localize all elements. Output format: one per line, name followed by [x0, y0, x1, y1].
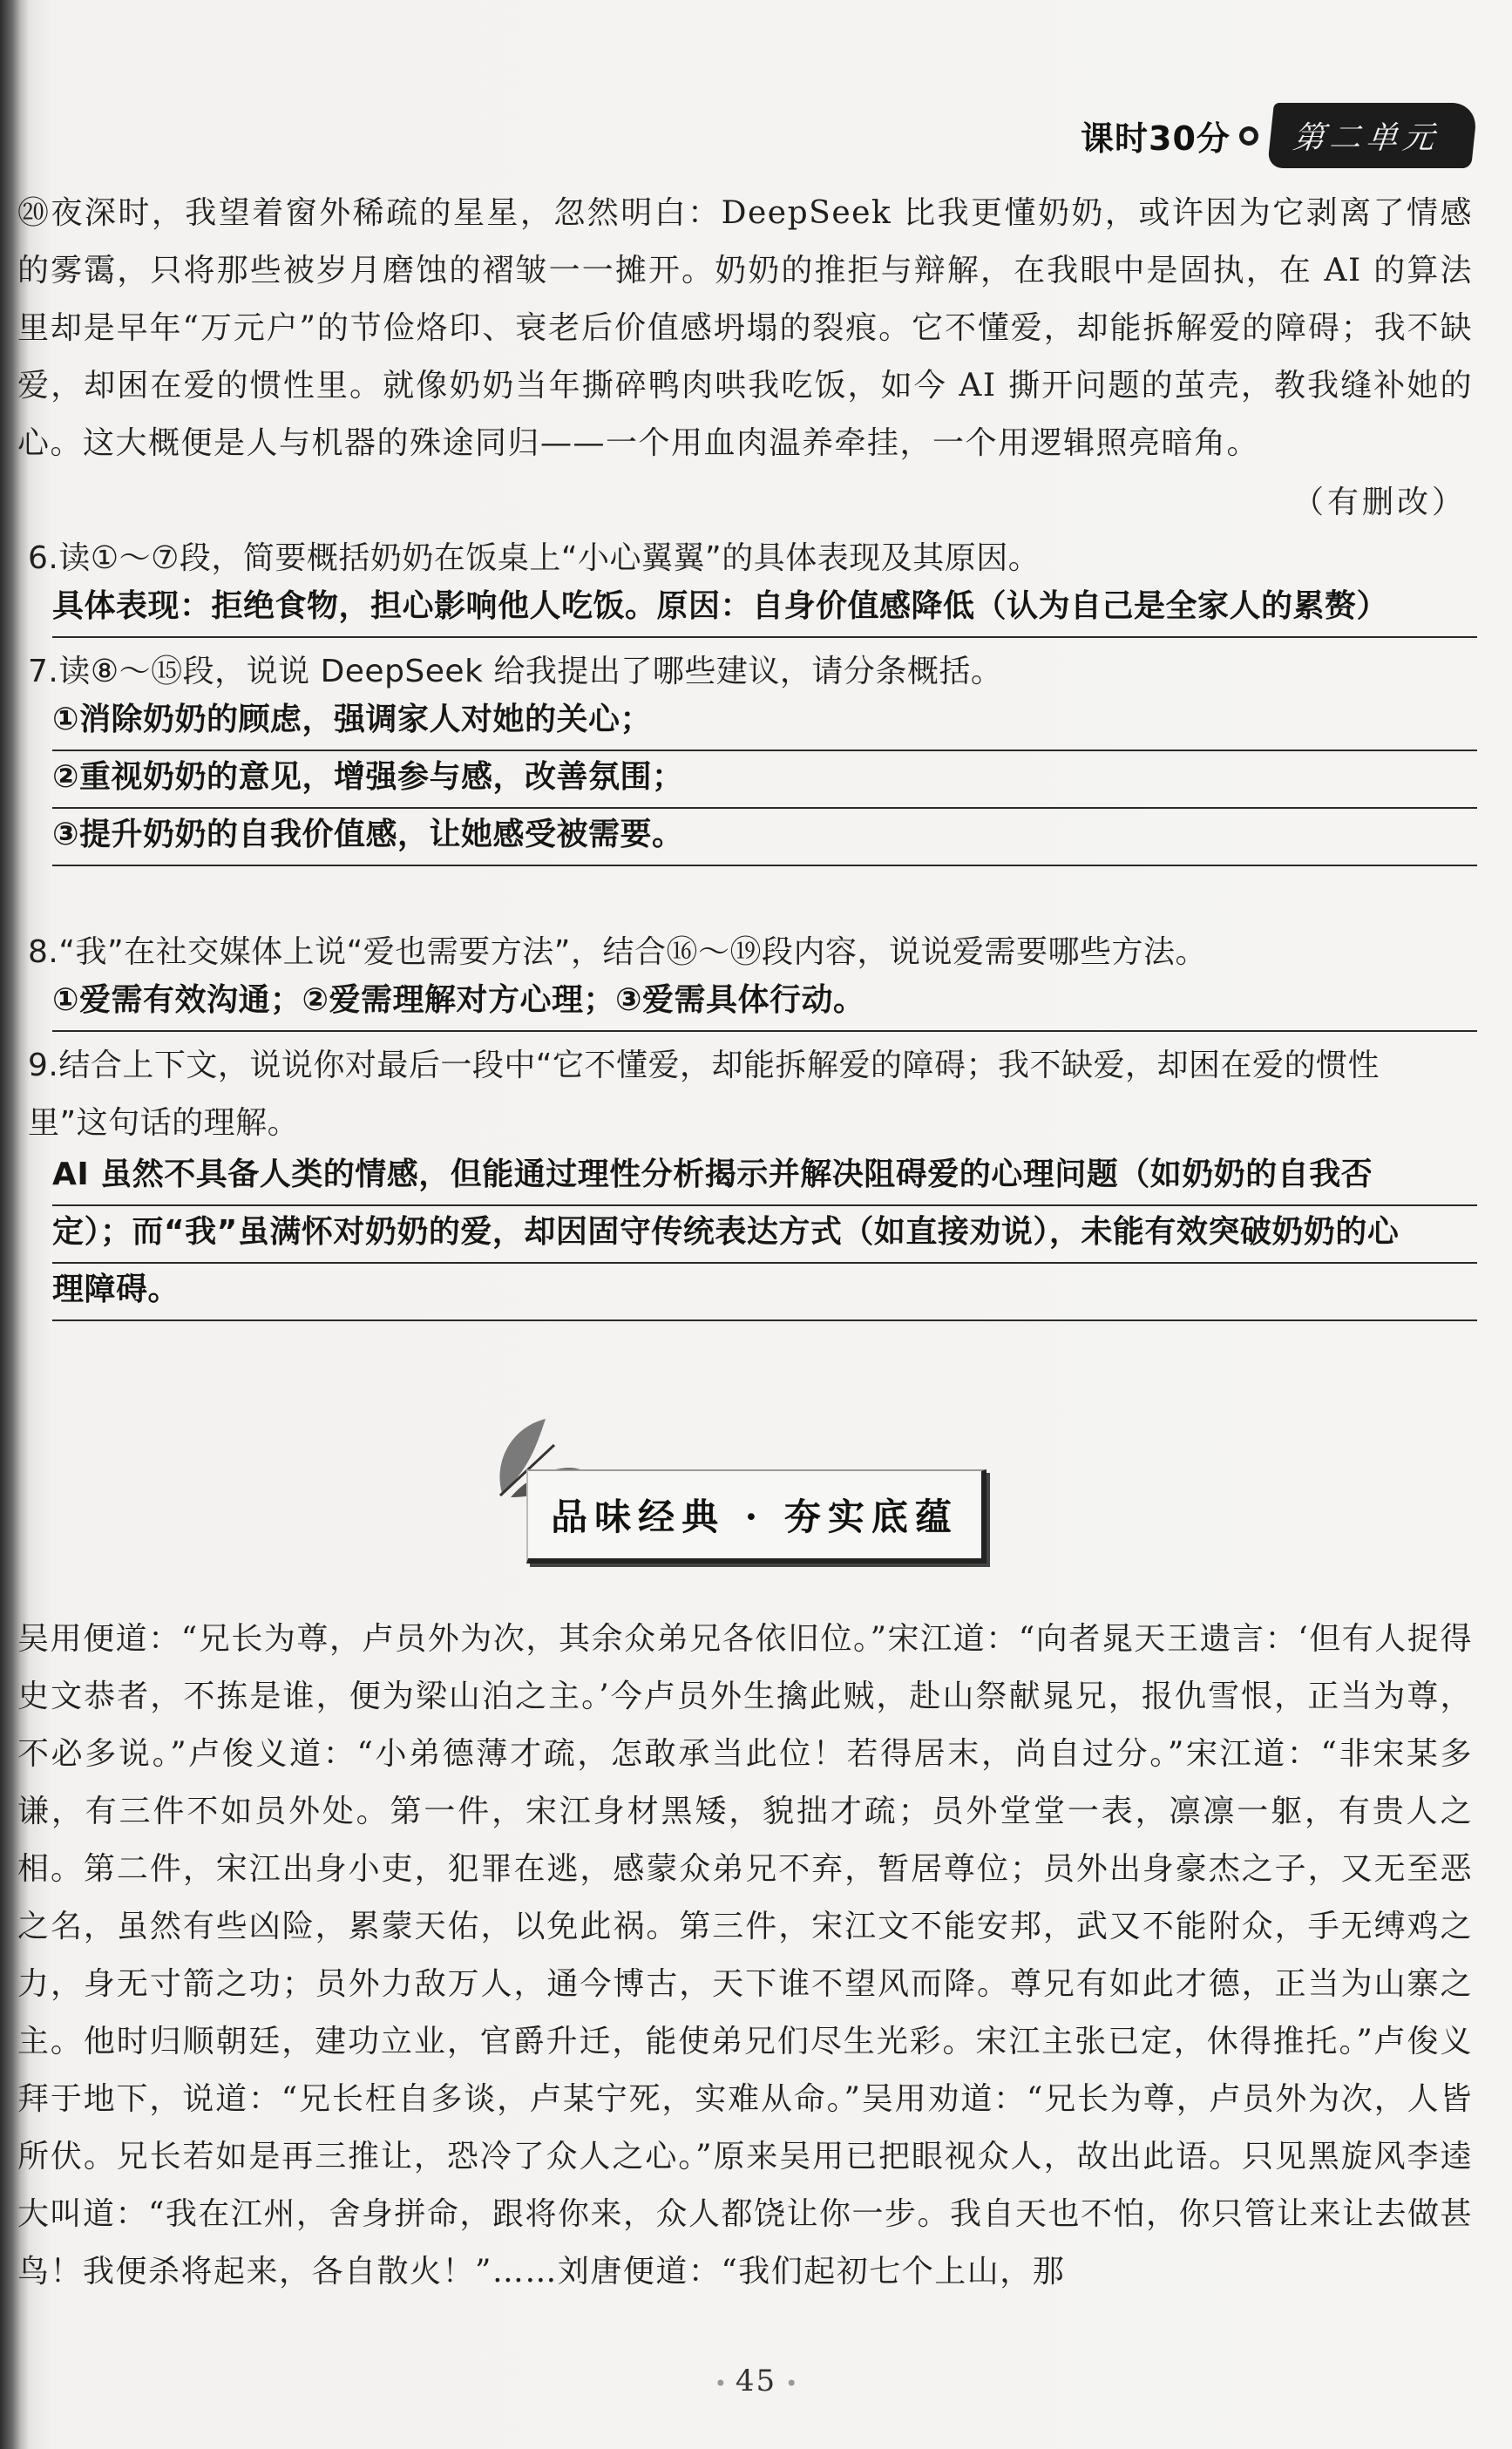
question-9-line: 9.结合上下文，说说你对最后一段中“它不懂爱，却能拆解爱的障碍；我不缺爱，却困在爱的惯性	[28, 1048, 1380, 1083]
page-footer	[0, 2364, 1512, 2398]
unit-label: 第二单元	[1267, 103, 1478, 168]
question-8: 8.“我”在社交媒体上说“爱也需要方法”，结合⑯～⑲段内容，说说爱需要哪些方法。	[28, 934, 1207, 970]
dot-icon: •	[714, 2371, 727, 2396]
answer-9	[52, 1149, 1477, 1321]
question-9	[28, 1037, 1475, 1152]
passage-paragraph-20: ⑳夜深时，我望着窗外稀疏的星星，忽然明白：DeepSeek 比我更懂奶奶，或许因为它剥离了情感的雾霭，只将那些被岁月磨蚀的褶皱一一摊开。奶奶的推拒与辩解，在我眼中是固执，在 AI 的算法里却是早年“万元户”的节俭烙印、衰老后价值感坍塌的裂痕。它不懂爱，却能拆解爱的障碍；我不缺爱，却困在爱的惯性里。就像奶奶当年撕碎鸭肉哄我吃饭，如今 AI 撕开问题的茧壳，教我缝补她的心。这大概便是人与机器的殊途同归——一个用血肉温养牵挂，一个用逻辑照亮暗角。	[17, 195, 1473, 461]
dot-icon: •	[785, 2371, 798, 2396]
question-6: 6.读①～⑦段，简要概括奶奶在饭桌上“小心翼翼”的具体表现及其原因。	[28, 540, 1041, 576]
answer-line: 具体表现：拒绝食物，担心影响他人吃饭。原因：自身价值感降低（认为自己是全家人的累赘）	[52, 580, 1477, 638]
page-header	[1081, 103, 1475, 168]
section-title-box	[526, 1469, 987, 1564]
answer-8	[52, 974, 1477, 1032]
question-9-line: 里”这句话的理解。	[28, 1105, 300, 1141]
answer-line: AI 虽然不具备人类的情感，但能通过理性分析揭示并解决阻碍爱的心理问题（如奶奶的自我否	[52, 1149, 1477, 1206]
answer-line: ①爱需有效沟通；②爱需理解对方心理；③爱需具体行动。	[52, 974, 1477, 1032]
answer-line: ①消除奶奶的顾虑，强调家人对她的关心；	[52, 694, 1477, 751]
question-7: 7.读⑧～⑮段，说说 DeepSeek 给我提出了哪些建议，请分条概括。	[28, 654, 1003, 689]
page-number: 45	[735, 2364, 777, 2398]
answer-line: 定）；而“我”虽满怀对奶奶的爱，却因固守传统表达方式（如直接劝说），未能有效突破奶奶的心	[52, 1206, 1477, 1264]
bullet-icon	[1239, 126, 1258, 146]
answer-line: 理障碍。	[52, 1264, 1477, 1321]
classic-passage: 吴用便道：“兄长为尊，卢员外为次，其余众弟兄各依旧位。”宋江道：“向者晁天王遗言：‘但有人捉得史文恭者，不拣是谁，便为梁山泊之主。’今卢员外生擒此贼，赴山祭献晁兄，报仇雪恨，正当为尊，不必多说。”卢俊义道：“小弟德薄才疏，怎敢承当此位！若得居末，尚自过分。”宋江道：“非宋某多谦，有三件不如员外处。第一件，宋江身材黑矮，貌拙才疏；员外堂堂一表，凛凛一躯，有贵人之相。第二件，宋江出身小吏，犯罪在逃，感蒙众弟兄不弃，暂居尊位；员外出身豪杰之子，又无至恶之名，虽然有些凶险，累蒙天佑，以免此祸。第三件，宋江文不能安邦，武又不能附众，手无缚鸡之力，身无寸箭之功；员外力敌万人，通今博古，天下谁不望风而降。尊兄有如此才德，正当为山寨之主。他时归顺朝廷，建功立业，官爵升迁，能使弟兄们尽生光彩。宋江主张已定，休得推托。”卢俊义拜于地下，说道：“兄长枉自多谈，卢某宁死，实难从命。”吴用劝道：“兄长为尊，卢员外为次，人皆所伏。兄长若如是再三推让，恐冷了众人之心。”原来吴用已把眼视众人，故出此语。只见黑旋风李逵大叫道：“我在江州，舍身拼命，跟将你来，众人都饶让你一步。我自天也不怕，你只管让来让去做甚鸟！我便杀将起来，各自散火！”……刘唐便道：“我们起初七个上山，那	[17, 1621, 1473, 2290]
answer-line: ②重视奶奶的意见，增强参与感，改善氛围；	[52, 751, 1477, 809]
lesson-label: 课时30分	[1081, 119, 1231, 158]
answer-6	[52, 580, 1477, 638]
answer-7	[52, 694, 1477, 866]
answer-line: ③提升奶奶的自我价值感，让她感受被需要。	[52, 809, 1477, 866]
section-title: 品味经典 · 夯实底蕴	[551, 1496, 959, 1538]
section-banner	[485, 1410, 990, 1567]
edit-note: （有删改）	[1292, 485, 1467, 520]
